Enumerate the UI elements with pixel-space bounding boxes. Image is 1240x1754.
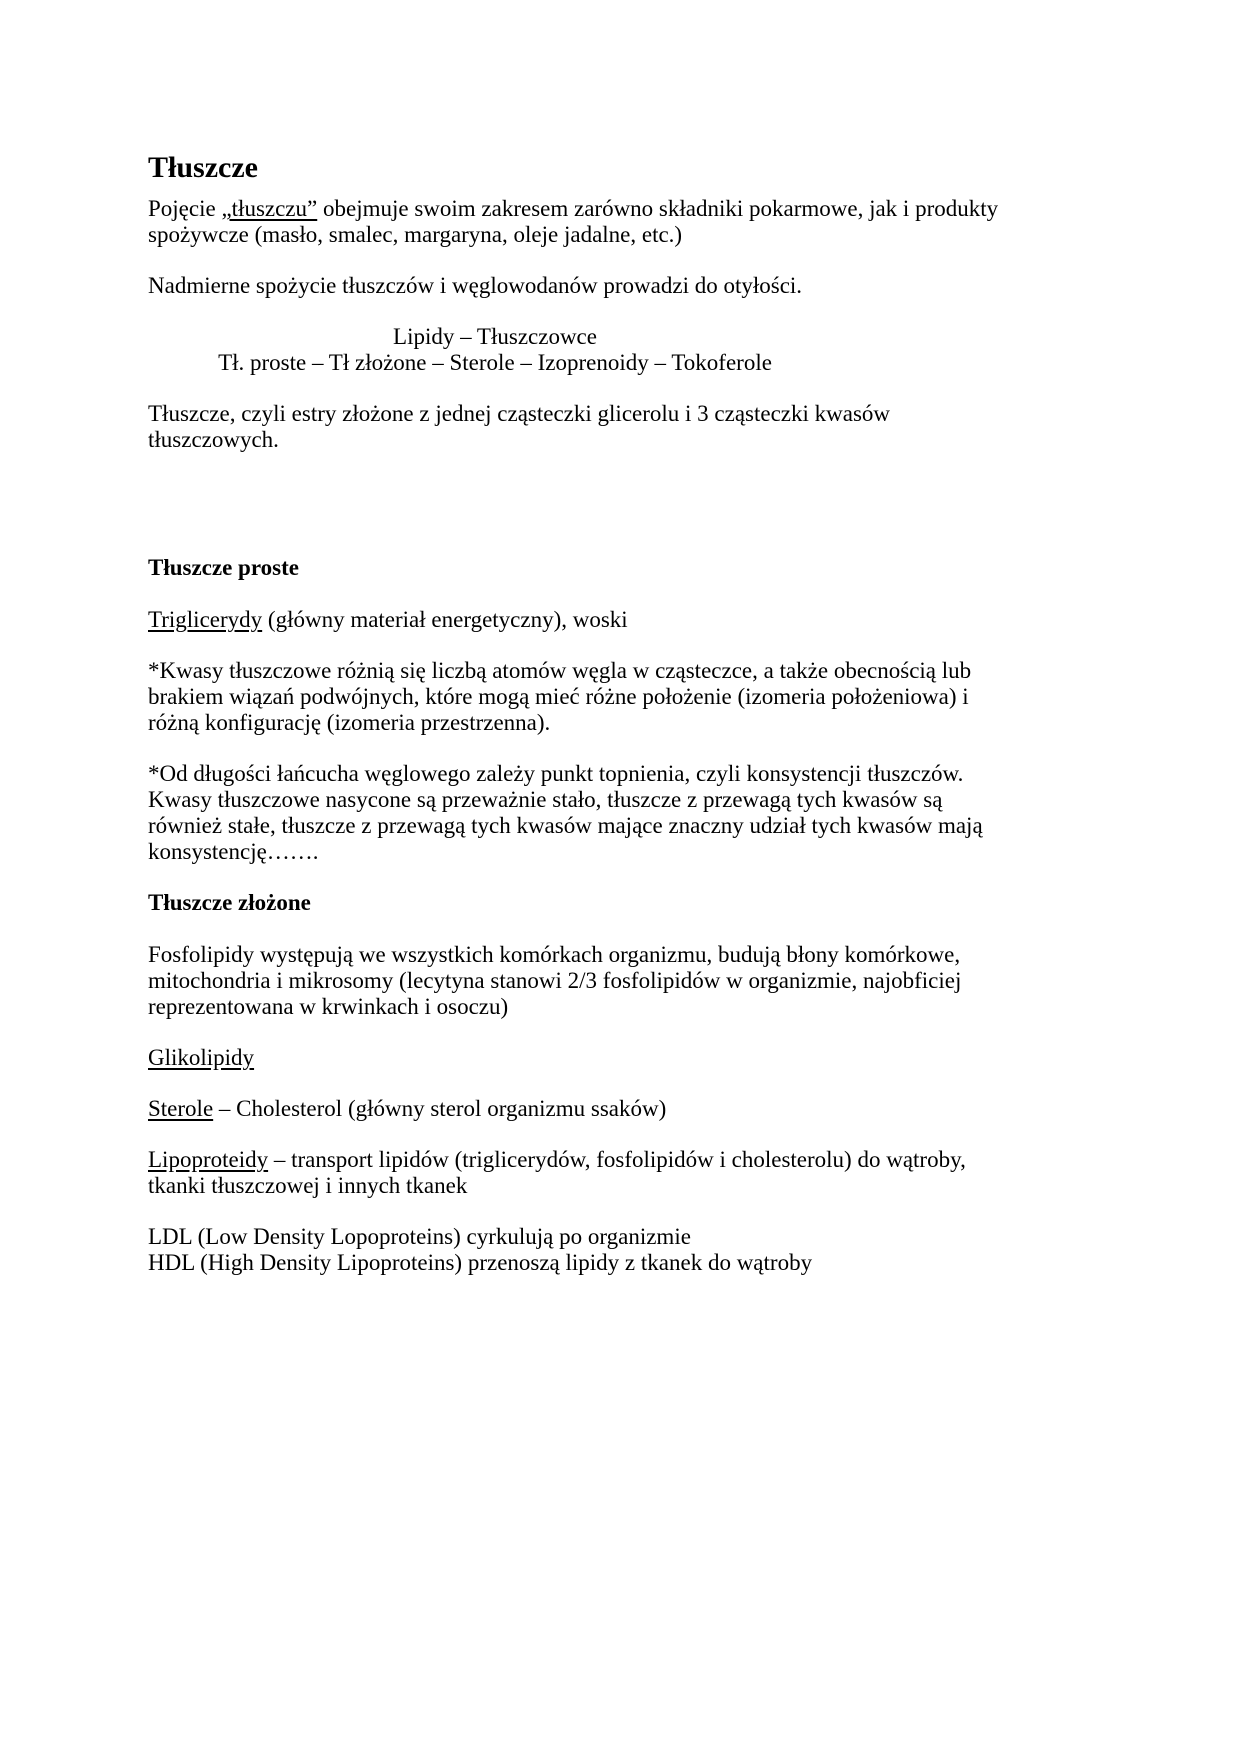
term-triglicerydy: Triglicerydy (148, 607, 263, 632)
sterols-line: Sterole – Cholesterol (główny sterol organizmu ssaków) (148, 1096, 667, 1121)
classification-line-2: Tł. proste – Tł złożone – Sterole – Izoprenoidy – Tokoferole (218, 350, 772, 375)
intro-paragraph-line-1: Pojęcie „tłuszczu” obejmuje swoim zakresem zarówno składniki pokarmowe, jak i produkty (148, 196, 999, 221)
term-tluszczu: „tłuszczu” (221, 196, 318, 221)
note-1-line-1: *Kwasy tłuszczowe różnią się liczbą atomów węgla w cząsteczce, a także obecnością lub (148, 658, 972, 683)
overconsumption-paragraph: Nadmierne spożycie tłuszczów i węglowodanów prowadzi do otyłości. (148, 273, 803, 298)
note-2-line-2: Kwasy tłuszczowe nasycone są przeważnie stało, tłuszcze z przewagą tych kwasów są (148, 787, 943, 812)
term-lipoproteidy: Lipoproteidy (148, 1147, 269, 1172)
page-title: Tłuszcze (148, 151, 258, 184)
note-2-line-4: konsystencję……. (148, 839, 319, 864)
phospholipids-line-2: mitochondria i mikrosomy (lecytyna stanowi 2/3 fosfolipidów w organizmie, najobficiej (148, 968, 962, 993)
hdl-line: HDL (High Density Lipoproteins) przenoszą lipidy z tkanek do wątroby (148, 1250, 813, 1275)
section-heading-zlozone: Tłuszcze złożone (148, 890, 311, 915)
term-glikolipidy: Glikolipidy (148, 1045, 255, 1070)
note-2-line-1: *Od długości łańcucha węglowego zależy punkt topnienia, czyli konsystencji tłuszczów. (148, 761, 964, 786)
definition-line-2: tłuszczowych. (148, 427, 279, 452)
phospholipids-line-3: reprezentowana w krwinkach i osoczu) (148, 994, 509, 1019)
phospholipids-line-1: Fosfolipidy występują we wszystkich komórkach organizmu, budują błony komórkowe, (148, 942, 961, 967)
ldl-line: LDL (Low Density Lopoproteins) cyrkulują po organizmie (148, 1224, 691, 1249)
note-2-line-3: również stałe, tłuszcze z przewagą tych kwasów mające znaczny udział tych kwasów mają (148, 813, 983, 838)
section-heading-proste: Tłuszcze proste (148, 555, 299, 580)
glycolipids-line (148, 1043, 254, 1072)
note-1-line-3: różną konfigurację (izomeria przestrzenna). (148, 710, 551, 735)
term-sterole: Sterole (148, 1096, 214, 1121)
lipoproteins-line-2: tkanki tłuszczowej i innych tkanek (148, 1173, 468, 1198)
triglycerides-line: Triglicerydy (główny materiał energetyczny), woski (148, 607, 628, 632)
intro-paragraph-line-2: spożywcze (masło, smalec, margaryna, oleje jadalne, etc.) (148, 222, 683, 247)
lipoproteins-line-1: Lipoproteidy – transport lipidów (triglicerydów, fosfolipidów i cholesterolu) do wątroby, (148, 1147, 966, 1172)
note-1-line-2: brakiem wiązań podwójnych, które mogą mieć różne położenie (izomeria położeniowa) i (148, 684, 969, 709)
classification-line-1: Lipidy – Tłuszczowce (393, 324, 597, 349)
definition-line-1: Tłuszcze, czyli estry złożone z jednej cząsteczki glicerolu i 3 cząsteczki kwasów (148, 401, 891, 426)
